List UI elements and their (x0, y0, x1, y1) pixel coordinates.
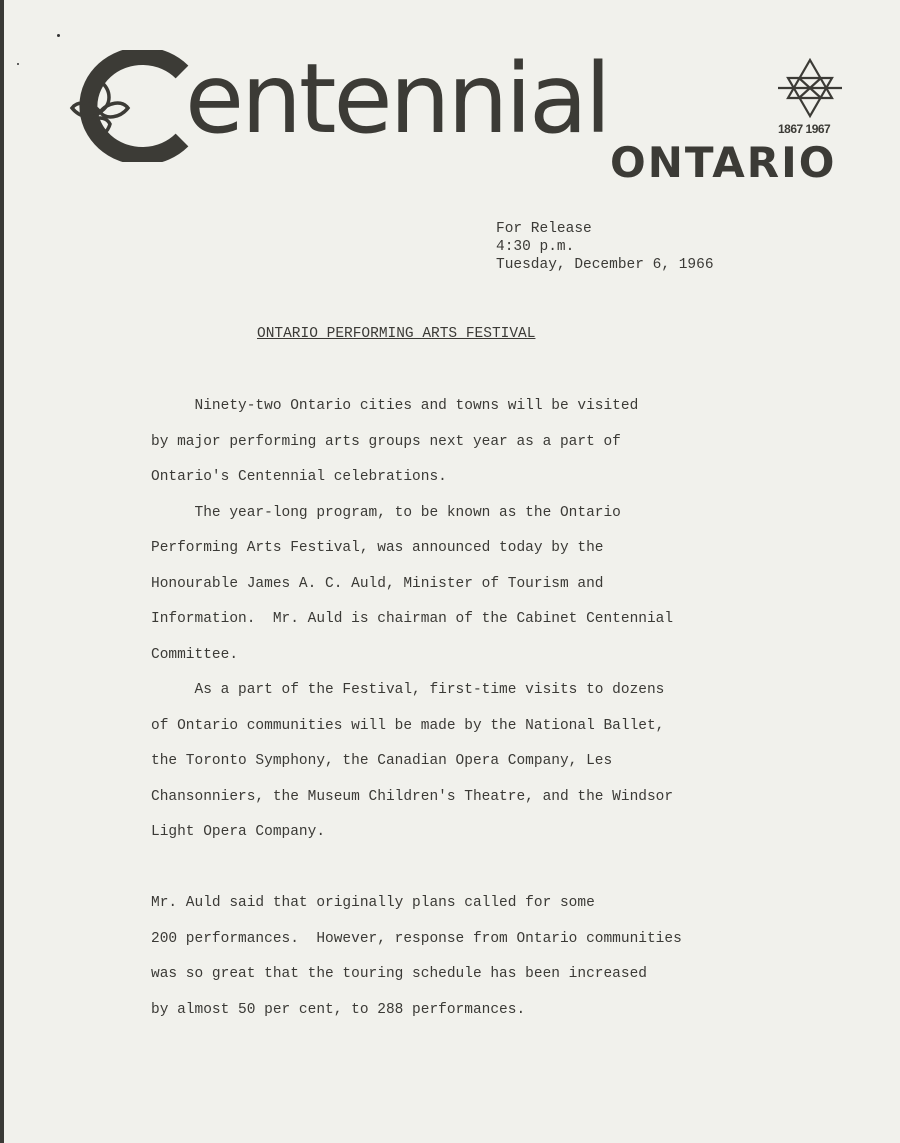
body-line: Light Opera Company. (151, 824, 326, 840)
headline: ONTARIO PERFORMING ARTS FESTIVAL (257, 326, 536, 342)
body-line: 200 performances. However, response from Ontario communities (151, 930, 682, 947)
body-line: Performing Arts Festival, was announced today by the (151, 540, 604, 556)
body-line: The year-long program, to be known as the Ontario (151, 504, 621, 521)
letterhead (0, 0, 900, 200)
body-line (151, 851, 771, 887)
body-line: Mr. Auld said that originally plans called for some (151, 895, 595, 911)
body-line: Ninety-two Ontario cities and towns will be visited (151, 398, 639, 414)
body-line: Ontario's Centennial celebrations. (151, 469, 447, 485)
release-date: Tuesday, December 6, 1966 (496, 257, 714, 273)
body-line: As a part of the Festival, first-time visits to dozens (151, 682, 665, 698)
years-label: 1867 1967 (778, 122, 831, 136)
release-info (496, 220, 714, 274)
body-line: was so great that the touring schedule has been increased (151, 966, 647, 982)
release-time: 4:30 p.m. (496, 239, 575, 255)
body-text (151, 389, 771, 1028)
body-line: Information. Mr. Auld is chairman of the Cabinet Centennial (151, 611, 674, 627)
body-line: Committee. (151, 646, 239, 663)
centennial-wordmark: entennial (185, 43, 609, 155)
body-line: of Ontario communities will be made by the National Ballet, (151, 717, 665, 734)
body-line: Honourable James A. C. Auld, Minister of Tourism and (151, 575, 604, 592)
body-line: by almost 50 per cent, to 288 performances. (151, 1001, 526, 1018)
ontario-wordmark: ONTARIO (610, 138, 837, 187)
release-line: For Release (496, 221, 592, 237)
body-line: the Toronto Symphony, the Canadian Opera Company, Les (151, 753, 613, 769)
body-line: by major performing arts groups next year as a part of (151, 433, 621, 450)
trillium-c-icon (50, 50, 190, 162)
body-line: Chansonniers, the Museum Children's Theatre, and the Windsor (151, 788, 674, 805)
